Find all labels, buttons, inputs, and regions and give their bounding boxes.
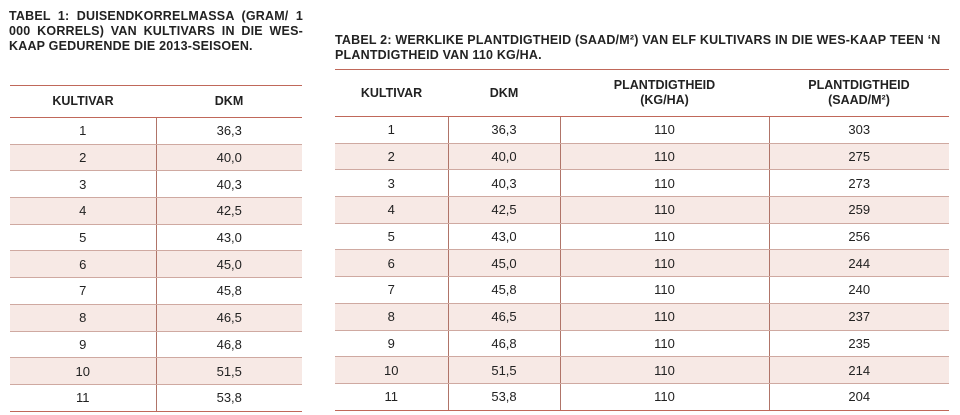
table2	[335, 69, 949, 411]
table-cell: 40,0	[156, 144, 302, 171]
table-cell: 53,8	[448, 383, 560, 410]
table-cell: 46,5	[448, 303, 560, 330]
table-row	[10, 144, 302, 171]
table2-header-kultivar	[335, 70, 448, 117]
table1-caption: TABEL 1: DUISENDKORRELMASSA (GRAM/ 1 000 KORRELS) VAN KULTIVARS IN DIE WES-KAAP GEDURENDE DIE 2013-SEISOEN.	[9, 9, 303, 53]
table-row	[335, 357, 949, 384]
table-cell: 2	[335, 143, 448, 170]
table-cell: 1	[10, 118, 156, 145]
table-cell: 40,0	[448, 143, 560, 170]
table-cell: 46,8	[448, 330, 560, 357]
table-row	[335, 383, 949, 410]
table1-header-kultivar: KULTIVAR	[10, 86, 156, 118]
table-cell: 4	[10, 198, 156, 225]
table-row	[10, 171, 302, 198]
table-cell: 235	[769, 330, 949, 357]
table-cell: 46,8	[156, 331, 302, 358]
table2-caption: TABEL 2: WERKLIKE PLANTDIGTHEID (SAAD/M²) VAN ELF KULTIVARS IN DIE WES-KAAP TEEN ‘N PLANTDIGTHEID VAN 110 KG/HA.	[335, 33, 941, 62]
table1-header-dkm: DKM	[156, 86, 302, 118]
table2-header-row	[335, 70, 949, 117]
table-cell: 7	[10, 278, 156, 305]
table-cell: 45,8	[156, 278, 302, 305]
table-cell: 110	[560, 357, 769, 384]
table-cell: 204	[769, 383, 949, 410]
table-cell: 36,3	[156, 118, 302, 145]
table2-header-saadm2-line2: (SAAD/M²)	[828, 93, 890, 107]
table-cell: 110	[560, 277, 769, 304]
table-cell: 273	[769, 170, 949, 197]
table-cell: 43,0	[156, 224, 302, 251]
table-cell: 256	[769, 223, 949, 250]
table-row	[10, 384, 302, 411]
table-cell: 53,8	[156, 384, 302, 411]
table-cell: 244	[769, 250, 949, 277]
table-cell: 11	[335, 383, 448, 410]
table-row	[10, 331, 302, 358]
table-row	[335, 330, 949, 357]
table-cell: 5	[335, 223, 448, 250]
table-cell: 43,0	[448, 223, 560, 250]
table-cell: 36,3	[448, 117, 560, 144]
table-cell: 110	[560, 223, 769, 250]
table-cell: 5	[10, 224, 156, 251]
table-row	[10, 224, 302, 251]
table-cell: 9	[10, 331, 156, 358]
table-cell: 110	[560, 303, 769, 330]
table2-header-dkm-line1: DKM	[489, 85, 519, 100]
table2-header-kultivar-line1: KULTIVAR	[360, 85, 423, 100]
table1-header-row	[10, 86, 302, 118]
table-cell: 110	[560, 250, 769, 277]
table-cell: 42,5	[156, 198, 302, 225]
table-cell: 110	[560, 170, 769, 197]
table-cell: 275	[769, 143, 949, 170]
table2-header-saadm2-line1: PLANTDIGTHEID	[808, 78, 910, 92]
table-cell: 2	[10, 144, 156, 171]
table-row	[335, 223, 949, 250]
table-cell: 9	[335, 330, 448, 357]
table-cell: 46,5	[156, 304, 302, 331]
table2-header-kgha-line2: (KG/HA)	[640, 93, 689, 107]
table-cell: 3	[335, 170, 448, 197]
table-cell: 40,3	[156, 171, 302, 198]
table-cell: 259	[769, 197, 949, 224]
table-cell: 45,0	[448, 250, 560, 277]
table-cell: 110	[560, 197, 769, 224]
table-cell: 240	[769, 277, 949, 304]
table-row	[10, 251, 302, 278]
table-cell: 10	[10, 358, 156, 385]
table-cell: 4	[335, 197, 448, 224]
table-cell: 110	[560, 143, 769, 170]
table-cell: 6	[335, 250, 448, 277]
table-row	[10, 118, 302, 145]
table-row	[10, 304, 302, 331]
table-cell: 8	[10, 304, 156, 331]
table-cell: 110	[560, 330, 769, 357]
table2-header-plantdigtheid-saadm2	[769, 70, 949, 117]
table-row	[10, 198, 302, 225]
table-cell: 7	[335, 277, 448, 304]
table-cell: 110	[560, 383, 769, 410]
table-cell: 40,3	[448, 170, 560, 197]
table1	[10, 85, 302, 412]
table-cell: 51,5	[156, 358, 302, 385]
table-row	[10, 278, 302, 305]
table-cell: 237	[769, 303, 949, 330]
table2-header-dkm	[448, 70, 560, 117]
table-cell: 1	[335, 117, 448, 144]
table-row	[335, 303, 949, 330]
table-cell: 42,5	[448, 197, 560, 224]
table2-header-kgha-line1: PLANTDIGTHEID	[613, 78, 716, 92]
table-cell: 8	[335, 303, 448, 330]
table-row	[335, 197, 949, 224]
table-row	[335, 277, 949, 304]
table-row	[10, 358, 302, 385]
table-cell: 6	[10, 251, 156, 278]
table-cell: 303	[769, 117, 949, 144]
table-row	[335, 143, 949, 170]
table-cell: 214	[769, 357, 949, 384]
table-cell: 11	[10, 384, 156, 411]
table-row	[335, 117, 949, 144]
table-cell: 45,8	[448, 277, 560, 304]
table2-header-plantdigtheid-kgha	[560, 70, 769, 117]
table-cell: 3	[10, 171, 156, 198]
table2-body	[335, 117, 949, 411]
table-row	[335, 170, 949, 197]
table-row	[335, 250, 949, 277]
table-cell: 45,0	[156, 251, 302, 278]
table-cell: 51,5	[448, 357, 560, 384]
table-cell: 10	[335, 357, 448, 384]
table-cell: 110	[560, 117, 769, 144]
table1-body	[10, 118, 302, 412]
